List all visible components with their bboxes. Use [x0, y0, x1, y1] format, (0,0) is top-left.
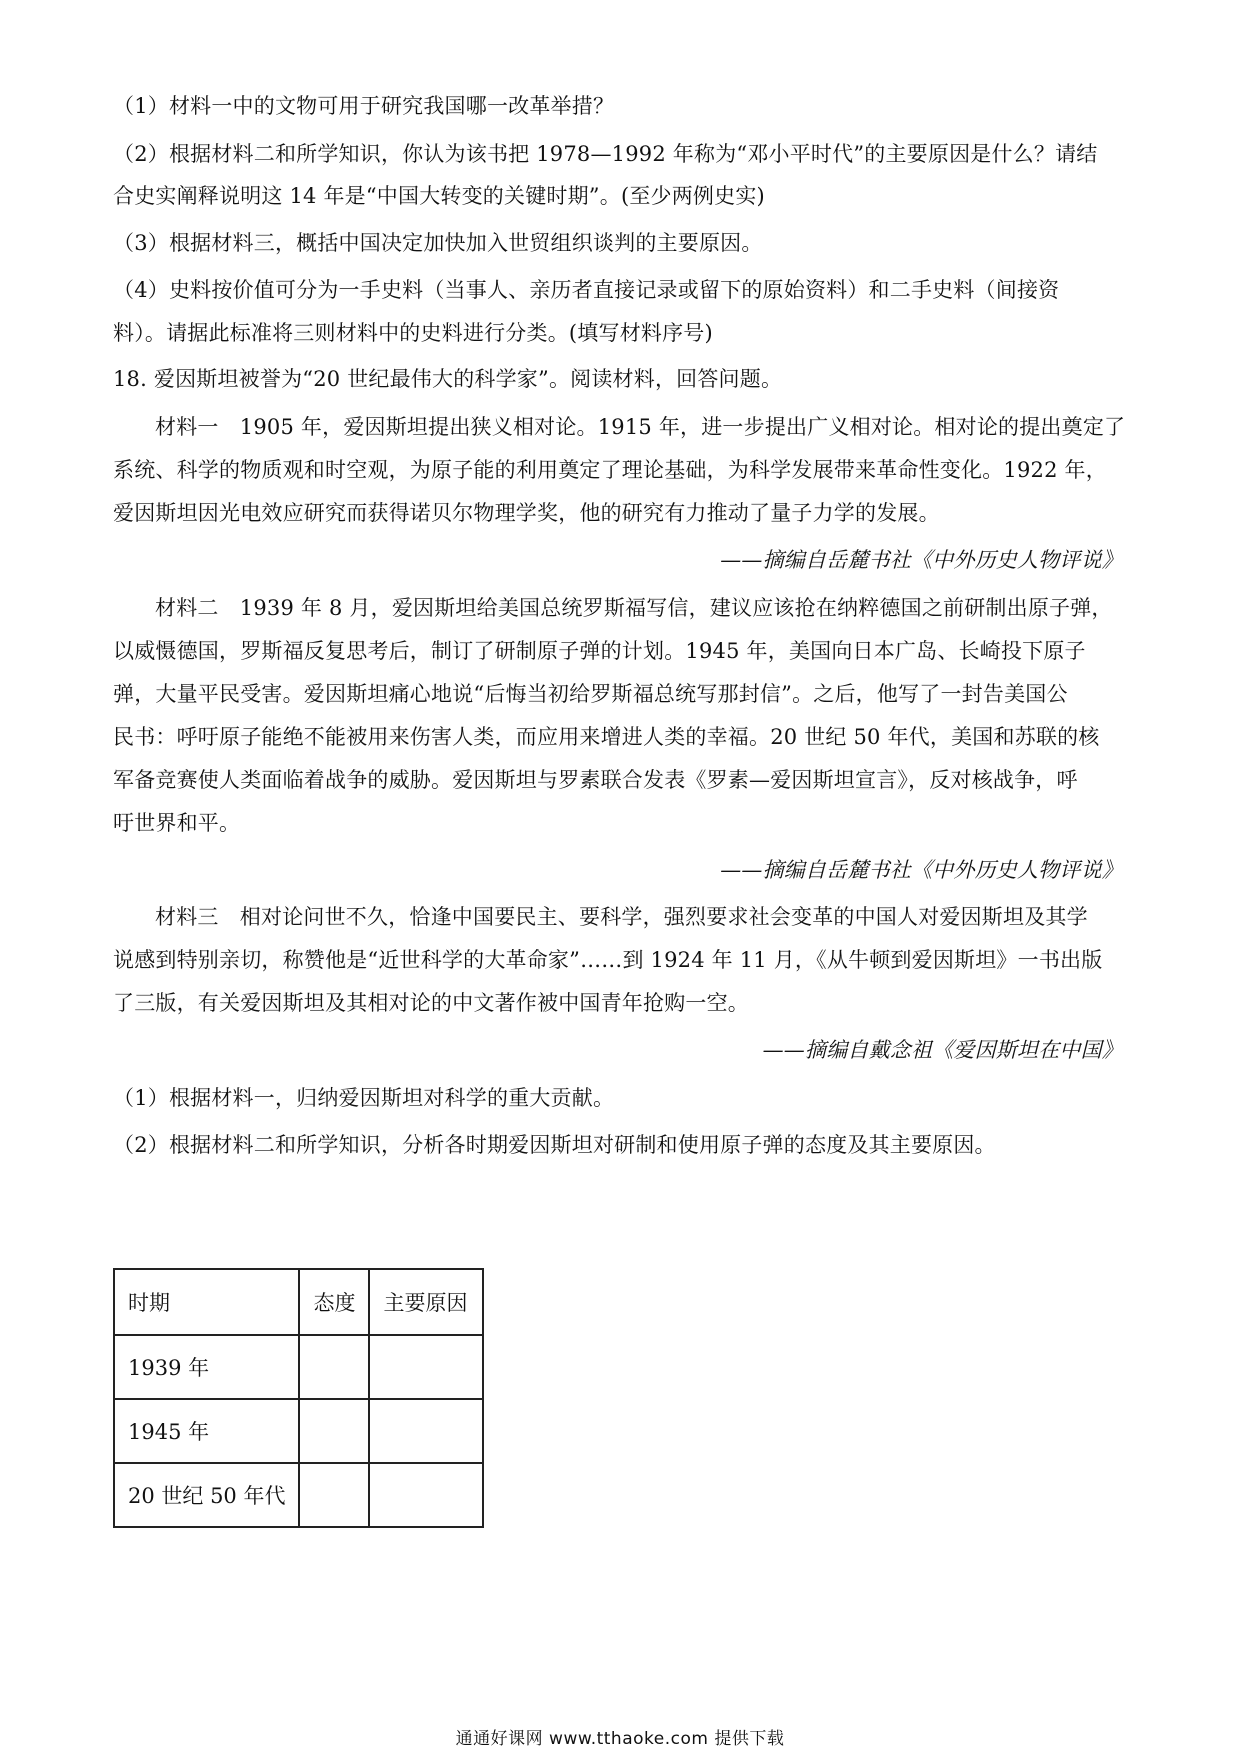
table-cell-attitude-blank[interactable]	[299, 1399, 369, 1463]
table-header-row	[114, 1269, 483, 1335]
q18-material2-line3: 弹，大量平民受害。爱因斯坦痛心地说“后悔当初给罗斯福总统写那封信”。之后，他写了一封告美国公	[113, 682, 1068, 706]
q17-sub3: （3）根据材料三，概括中国决定加快加入世贸组织谈判的主要原因。	[113, 231, 763, 255]
table-cell-reason-blank[interactable]	[369, 1335, 483, 1399]
table-cell-period: 20 世纪 50 年代	[114, 1463, 299, 1527]
q18-sub1: （1）根据材料一，归纳爱因斯坦对科学的重大贡献。	[113, 1086, 615, 1110]
q18-material1-line2: 系统、科学的物质观和时空观，为原子能的利用奠定了理论基础，为科学发展带来革命性变化。1922 年，	[113, 458, 1107, 482]
q18-material3-line2: 说感到特别亲切，称赞他是“近世科学的大革命家”……到 1924 年 11 月，《从牛顿到爱因斯坦》一书出版	[113, 948, 1103, 972]
table-cell-attitude-blank[interactable]	[299, 1335, 369, 1399]
q17-sub4-line2: 料）。请据此标准将三则材料中的史料进行分类。(填写材料序号)	[113, 321, 713, 345]
q18-material3-line3: 了三版，有关爱因斯坦及其相对论的中文著作被中国青年抢购一空。	[113, 991, 749, 1015]
q18-material2-line2: 以威慑德国，罗斯福反复思考后，制订了研制原子弹的计划。1945 年，美国向日本广岛、长崎投下原子	[113, 639, 1086, 663]
q18-material3-line1: 材料三 相对论问世不久，恰逢中国要民主、要科学，强烈要求社会变革的中国人对爱因斯坦及其学	[155, 905, 1088, 929]
q18-material3-source: ——摘编自戴念祖《爱因斯坦在中国》	[762, 1038, 1123, 1062]
q17-sub2-line2: 合史实阐释说明这 14 年是“中国大转变的关键时期”。(至少两例史实)	[113, 184, 765, 208]
q18-material1-line3: 爱因斯坦因光电效应研究而获得诺贝尔物理学奖，他的研究有力推动了量子力学的发展。	[113, 501, 940, 525]
table-cell-reason-blank[interactable]	[369, 1463, 483, 1527]
page-footer: 通通好课网 www.tthaoke.com 提供下载	[455, 1729, 785, 1749]
answer-table	[113, 1268, 484, 1528]
q18-material1-line1: 材料一 1905 年，爱因斯坦提出狭义相对论。1915 年，进一步提出广义相对论。相对论的提出奠定了	[155, 415, 1126, 439]
table-header-attitude: 态度	[299, 1269, 369, 1335]
q18-heading: 18. 爱因斯坦被誉为“20 世纪最伟大的科学家”。阅读材料，回答问题。	[113, 367, 783, 391]
q18-material2-line6: 吁世界和平。	[113, 811, 241, 835]
q17-sub4-line1: （4）史料按价值可分为一手史料（当事人、亲历者直接记录或留下的原始资料）和二手史料（间接资	[113, 278, 1060, 302]
table-row	[114, 1463, 483, 1527]
table-row	[114, 1399, 483, 1463]
q18-material2-source: ——摘编自岳麓书社《中外历史人物评说》	[720, 858, 1123, 882]
q18-material1-source: ——摘编自岳麓书社《中外历史人物评说》	[720, 548, 1123, 572]
q17-sub1: （1）材料一中的文物可用于研究我国哪一改革举措？	[113, 94, 615, 118]
q18-material2-line1: 材料二 1939 年 8 月，爱因斯坦给美国总统罗斯福写信，建议应该抢在纳粹德国之前研制出原子弹，	[155, 596, 1113, 620]
q18-material2-line4: 民书：呼吁原子能绝不能被用来伤害人类，而应用来增进人类的幸福。20 世纪 50 年代，美国和苏联的核	[113, 725, 1100, 749]
table-cell-attitude-blank[interactable]	[299, 1463, 369, 1527]
table-row	[114, 1335, 483, 1399]
table-header-period: 时期	[114, 1269, 299, 1335]
table-cell-period: 1939 年	[114, 1335, 299, 1399]
q18-material2-line5: 军备竞赛使人类面临着战争的威胁。爱因斯坦与罗素联合发表《罗素—爱因斯坦宣言》，反对核战争，呼	[113, 768, 1078, 792]
table-header-reason: 主要原因	[369, 1269, 483, 1335]
table-cell-period: 1945 年	[114, 1399, 299, 1463]
q17-sub2-line1: （2）根据材料二和所学知识，你认为该书把 1978—1992 年称为“邓小平时代”的主要原因是什么？请结	[113, 142, 1098, 166]
table-cell-reason-blank[interactable]	[369, 1399, 483, 1463]
q18-sub2: （2）根据材料二和所学知识，分析各时期爱因斯坦对研制和使用原子弹的态度及其主要原因。	[113, 1133, 996, 1157]
